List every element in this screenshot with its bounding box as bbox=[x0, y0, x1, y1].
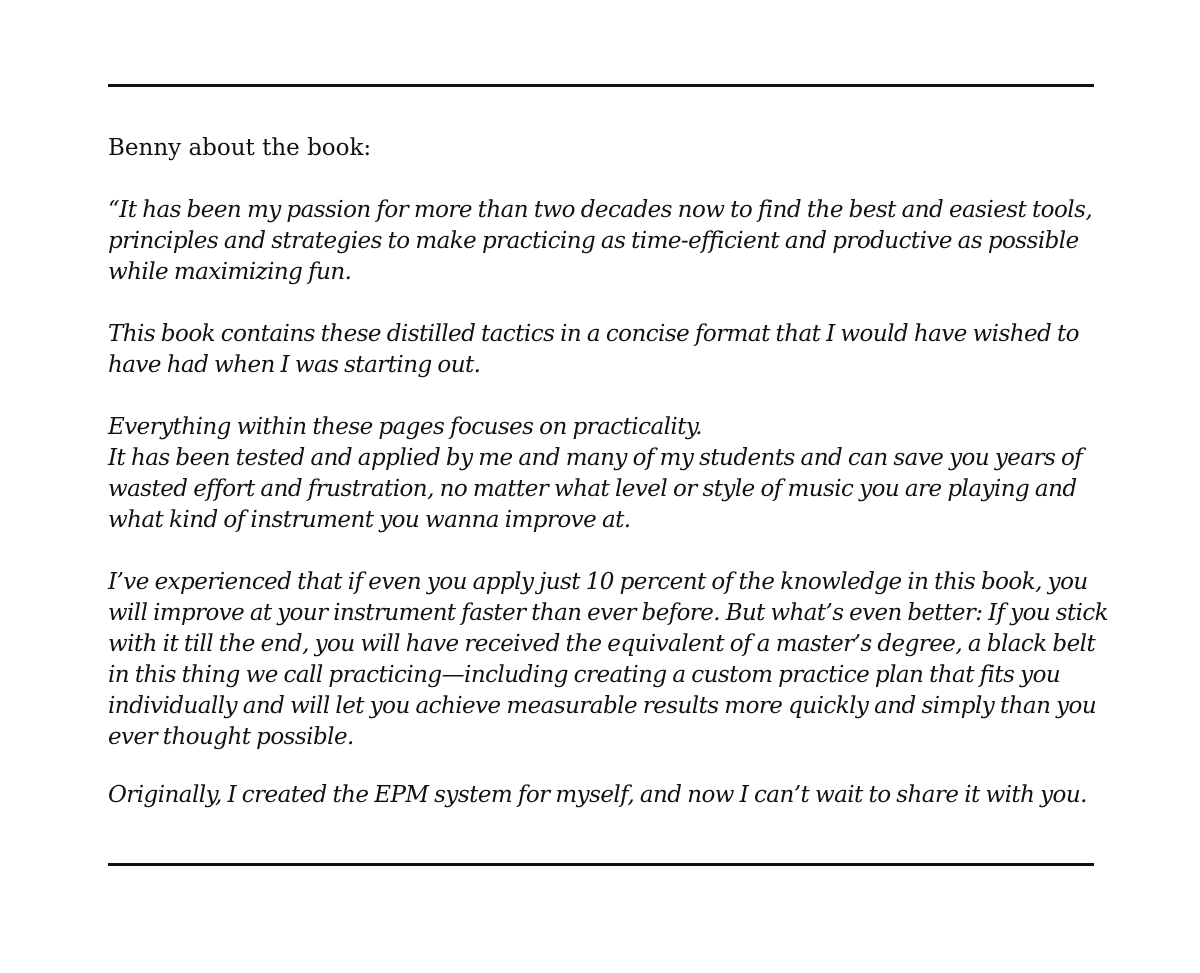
quote-paragraph-1 bbox=[108, 195, 1118, 288]
text-line: while maximizing fun. bbox=[108, 259, 352, 285]
text-line: with it till the end, you will have received the equivalent of a master’s degree, a black belt bbox=[108, 631, 1096, 657]
quote-paragraph-4 bbox=[108, 567, 1118, 753]
text-line: individually and will let you achieve measurable results more quickly and simply than you bbox=[108, 693, 1097, 719]
bottom-divider-line bbox=[108, 863, 1094, 866]
text-line: Everything within these pages focuses on practicality. bbox=[108, 414, 703, 440]
top-divider-line bbox=[108, 84, 1094, 87]
quote-paragraph-2 bbox=[108, 319, 1118, 381]
text-line: wasted effort and frustration, no matter what level or style of music you are playing and bbox=[108, 476, 1077, 502]
quote-paragraph-3 bbox=[108, 412, 1118, 536]
text-line: will improve at your instrument faster than ever before. But what’s even better: If you stick bbox=[108, 600, 1108, 626]
quote-paragraph-5 bbox=[108, 780, 1118, 811]
text-line: what kind of instrument you wanna improve at. bbox=[108, 507, 631, 533]
text-line: This book contains these distilled tactics in a concise format that I would have wished to bbox=[108, 321, 1079, 347]
text-line: “It has been my passion for more than two decades now to find the best and easiest tools, bbox=[108, 197, 1093, 223]
text-line: It has been tested and applied by me and many of my students and can save you years of bbox=[108, 445, 1083, 471]
text-line: have had when I was starting out. bbox=[108, 352, 481, 378]
text-line: ever thought possible. bbox=[108, 724, 354, 750]
text-line: Originally, I created the EPM system for myself, and now I can’t wait to share it with you. bbox=[108, 782, 1087, 808]
text-line: I’ve experienced that if even you apply just 10 percent of the knowledge in this book, you bbox=[108, 569, 1088, 595]
section-heading: Benny about the book: bbox=[108, 135, 372, 161]
text-line: principles and strategies to make practicing as time-efficient and productive as possible bbox=[108, 228, 1079, 254]
text-line: in this thing we call practicing—including creating a custom practice plan that fits you bbox=[108, 662, 1061, 688]
